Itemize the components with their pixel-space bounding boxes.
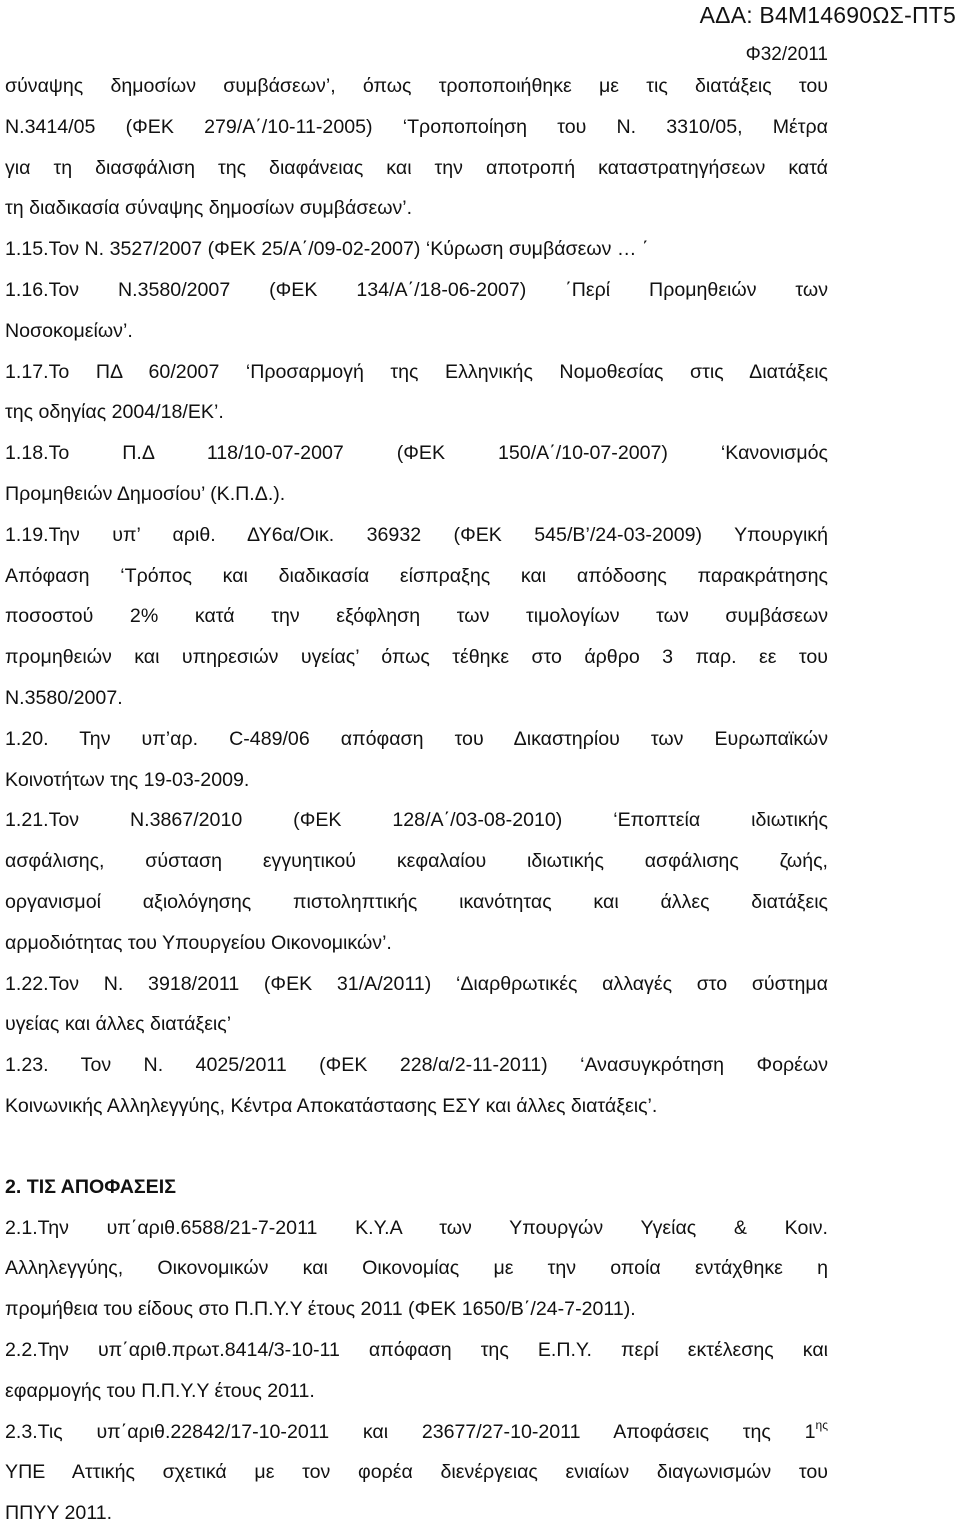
text-line: 1.18.Το Π.Δ 118/10-07-2007 (ΦΕΚ 150/Α΄/10-07-2007) ‘Κανονισμός — [5, 442, 828, 465]
text-line: ΥΠΕ Αττικής σχετικά με τον φορέα διενέργειας ενιαίων διαγωνισμών του — [5, 1461, 828, 1484]
text-line: αρμοδιότητας του Υπουργείου Οικονομικών’. — [5, 931, 392, 954]
text-line: 1.17.Το ΠΔ 60/2007 ‘Προσαρμογή της Ελληνικής Νομοθεσίας στις Διατάξεις — [5, 360, 828, 383]
text-line: εφαρμογής του Π.Π.Υ.Υ έτους 2011. — [5, 1379, 315, 1402]
text-line: τη διαδικασία σύναψης δημοσίων συμβάσεων’. — [5, 197, 413, 220]
text-line: υγείας και άλλες διατάξεις’ — [5, 1013, 232, 1036]
document-body — [5, 66, 828, 1534]
text-line: 1.23. Τον Ν. 4025/2011 (ΦΕΚ 228/α/2-11-2011) ‘Ανασυγκρότηση Φορέων — [5, 1054, 828, 1077]
text-line: ΠΠΥΥ 2011. — [5, 1502, 113, 1525]
text-line: 1.21.Τον Ν.3867/2010 (ΦΕΚ 128/Α΄/03-08-2010) ‘Εποπτεία ιδιωτικής — [5, 809, 828, 832]
text-line: οργανισμοί αξιολόγησης πιστοληπτικής ικανότητας και άλλες διατάξεις — [5, 890, 828, 913]
text-line: 1.22.Τον Ν. 3918/2011 (ΦΕΚ 31/Α/2011) ‘Διαρθρωτικές αλλαγές στο σύστημα — [5, 972, 828, 995]
text-line: για τη διασφάλιση της διαφάνειας και την αποτροπή καταστρατηγήσεων κατά — [5, 156, 828, 179]
text-line: Ν.3414/05 (ΦΕΚ 279/Α΄/10-11-2005) ‘Τροποποίηση του Ν. 3310/05, Μέτρα — [5, 115, 828, 138]
text-line: Αλληλεγγύης, Οικονομικών και Οικονομίας με την οποία εντάχθηκε η — [5, 1257, 828, 1280]
text-line: 2.1.Την υπ΄αριθ.6588/21-7-2011 Κ.Υ.Α των Υπουργών Υγείας & Κοιν. — [5, 1216, 828, 1239]
text-line: 1.19.Την υπ’ αριθ. ΔΥ6α/Οικ. 36932 (ΦΕΚ 545/Β’/24-03-2009) Υπουργική — [5, 523, 828, 546]
document-reference: Φ32/2011 — [745, 44, 828, 65]
text-line: Κοινοτήτων της 19-03-2009. — [5, 768, 250, 791]
text-line: 2.2.Την υπ΄αριθ.πρωτ.8414/3-10-11 απόφαση της Ε.Π.Υ. περί εκτέλεσης και — [5, 1338, 828, 1361]
text-line: 1.16.Τον Ν.3580/2007 (ΦΕΚ 134/Α΄/18-06-2007) ΄Περί Προμηθειών των — [5, 278, 828, 301]
section-spacer — [5, 1127, 828, 1167]
text-line: ασφάλισης, σύσταση εγγυητικού κεφαλαίου ιδιωτικής ασφάλισης ζωής, — [5, 850, 828, 873]
text-line: ποσοστού 2% κατά την εξόφληση των τιμολογίων των συμβάσεων — [5, 605, 828, 628]
text-line: Κοινωνικής Αλληλεγγύης, Κέντρα Αποκατάστασης ΕΣΥ και άλλες διατάξεις’. — [5, 1094, 658, 1117]
text-line: της οδηγίας 2004/18/ΕΚ’. — [5, 401, 224, 424]
ordinal-superscript: ης — [815, 1417, 828, 1432]
text-line: Ν.3580/2007. — [5, 686, 123, 709]
text-line-with-superscript — [5, 1412, 828, 1453]
ada-code: ΑΔΑ: Β4Μ14690ΩΣ-ΠΤ5 — [699, 2, 956, 28]
text-line: Προμηθειών Δημοσίου’ (Κ.Π.Δ.). — [5, 482, 286, 505]
section-heading: 2. ΤΙΣ ΑΠΟΦΑΣΕΙΣ — [5, 1175, 176, 1198]
text-line: 1.20. Την υπ’αρ. C-489/06 απόφαση του Δικαστηρίου των Ευρωπαϊκών — [5, 727, 828, 750]
item-2-3-text: 2.3.Τις υπ΄αριθ.22842/17-10-2011 και 23677/27-10-2011 Αποφάσεις της 1 — [5, 1420, 816, 1443]
text-line: προμηθειών και υπηρεσιών υγείας’ όπως τέθηκε στο άρθρο 3 παρ. εε του — [5, 646, 828, 669]
text-line: προμήθεια του είδους στο Π.Π.Υ.Υ έτους 2011 (ΦΕΚ 1650/Β΄/24-7-2011). — [5, 1298, 636, 1321]
text-line: Απόφαση ‘Τρόπος και διαδικασία είσπραξης και απόδοσης παρακράτησης — [5, 564, 828, 587]
text-line: σύναψης δημοσίων συμβάσεων’, όπως τροποποιήθηκε με τις διατάξεις του — [5, 75, 828, 97]
text-line: Νοσοκομείων’. — [5, 319, 133, 342]
text-line: 1.15.Τον Ν. 3527/2007 (ΦΕΚ 25/Α΄/09-02-2007) ‘Κύρωση συμβάσεων … ΄ — [5, 238, 649, 261]
